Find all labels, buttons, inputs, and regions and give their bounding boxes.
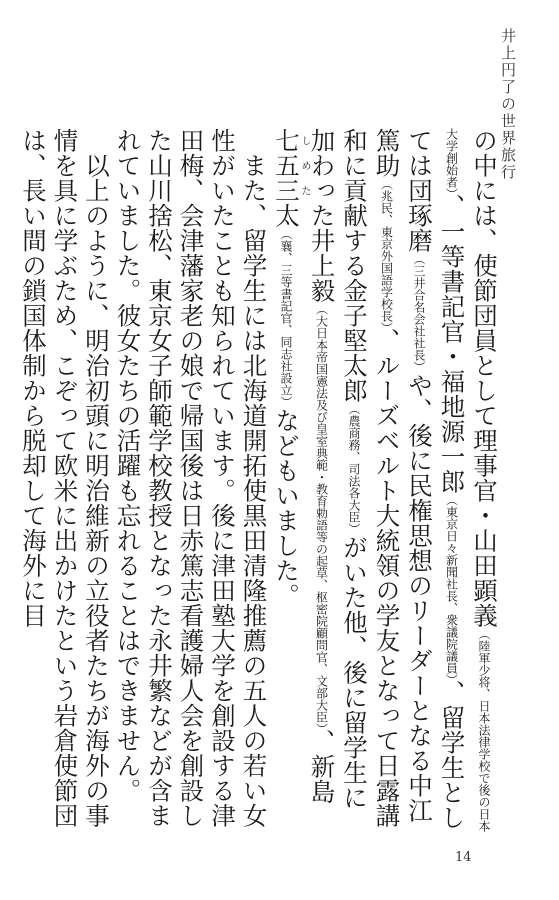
text-run: や、後に民権思想のリーダーとなる中江篤助 (372, 128, 434, 823)
inline-note: （東京日々新聞社長、衆議院議員） (444, 494, 459, 680)
text-run: 、一等書記官・福地源一郎 (437, 194, 467, 494)
text-run: がいた他、後に留学生に加わった井上毅 (307, 128, 369, 810)
running-header: 井上円了の世界旅行 (499, 28, 517, 181)
inline-note: （農商務、司法各大臣） (347, 403, 361, 535)
text-run: 、ルーズベルト大統領の学友となって日露講和に貢献する金子堅太郎 (340, 128, 402, 828)
inline-note: （兆民、東京外国語学校長） (379, 178, 394, 328)
text-run: 、新島七五三しめた太 (272, 128, 337, 804)
inline-note: （襄、三等書記官、同志社設立） (279, 228, 293, 408)
text-run: などもいました。 (272, 408, 301, 608)
text-run: 、留学生としては団琢磨 (405, 128, 467, 830)
paragraph-2: また、留学生には北海道開拓使黒田清隆推薦の五人の若い女性がいたことも知られています。後に津田塾大学を創設する津田梅、会津藩家老の娘で帰国後は日赤篤志看護婦人会を創設した山川捨松、東京女子師範学校教授となった永井繁などが含まれていました。彼女たちの活躍も忘れることはできません。 (113, 128, 269, 828)
ruby-reading: しめた (299, 128, 310, 203)
text-run: の中には、使節団員として理事官・山田顕義 (470, 128, 499, 628)
page-number: 14 (455, 850, 472, 865)
paragraph-1 (270, 128, 501, 833)
inline-note: （陸軍少将、日本法律学校で後の日本大学創始者） (444, 128, 491, 832)
paragraph-3: 以上のように、明治初頭に明治維新の立役者たちが海外の事情を具に学ぶため、こぞって欧米に出かけたという岩倉使節団は、長い間の鎖国体制から脱却して海外に目 (19, 128, 111, 828)
inline-note: （三井合名会社社長） (412, 253, 426, 373)
ruby-annotation: 七五三しめた (272, 128, 310, 203)
inline-note: （大日本帝国憲法及び皇室典範・教育勅語等の起草、枢密院顧問官、文部大臣） (314, 303, 329, 729)
body-text (19, 128, 500, 833)
